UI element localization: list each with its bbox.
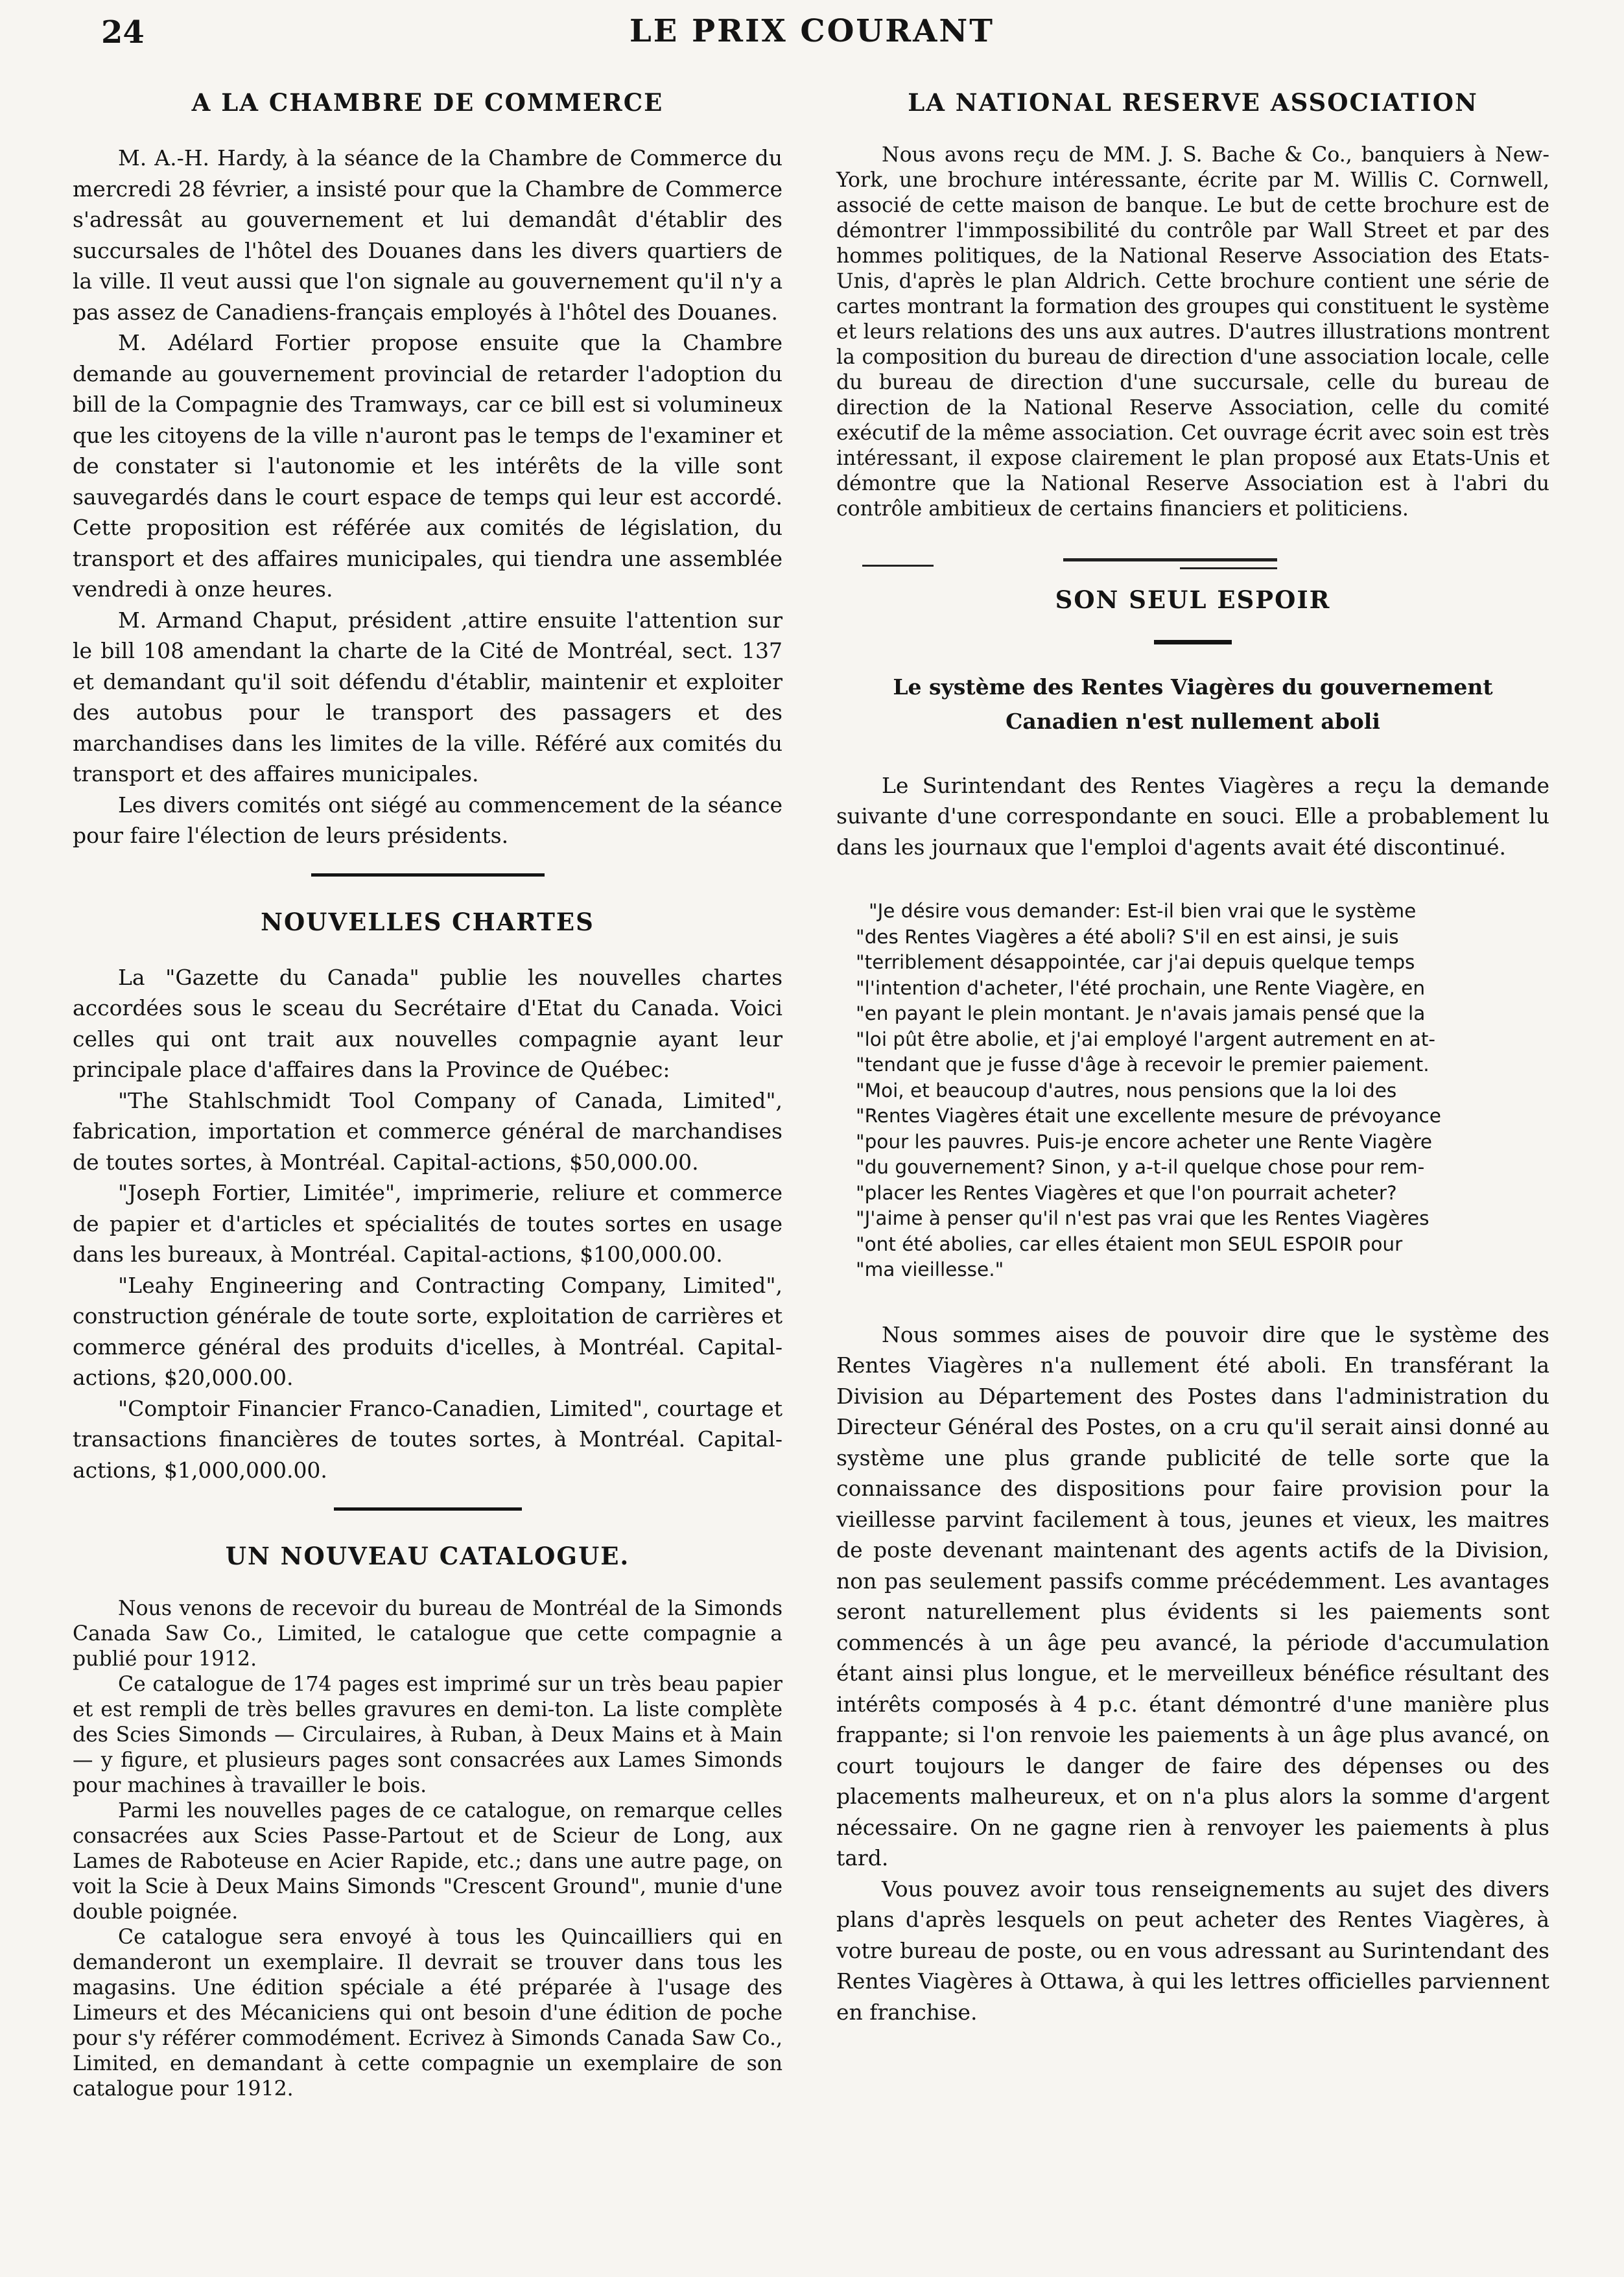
catalogue-paragraph: Ce catalogue de 174 pages est imprimé sur un très beau papier et est rempli de très belles gravures en demi-ton. La liste complète des Scies Simonds — Circulaires, à Ruban, à Deux Mains et à Main — y figure, et plusieurs pages sont consacrées aux Lames Simonds pour machines à travailler le bois. [73, 1673, 783, 1798]
chartes-article [73, 962, 783, 1486]
section-divider [334, 1507, 522, 1511]
quote-line: "en payant le plein montant. Je n'avais jamais pensé que la [856, 1002, 1426, 1025]
catalogue-article [73, 1596, 783, 2102]
chartes-paragraph: "Leahy Engineering and Contracting Company, Limited", construction générale de toute sorte, exploitation de carrières et commerce général des produits d'icelles, à Montréal. Capital-actions, $20,000.00. [73, 1272, 783, 1391]
quote-line: "tendant que je fusse d'âge à recevoir le premier paiement. [856, 1054, 1430, 1076]
reader-letter-quote [856, 899, 1549, 1283]
catalogue-paragraph: Nous venons de recevoir du bureau de Montréal de la Simonds Canada Saw Co., Limited, le catalogue que cette compagnie a publié pour 1912. [73, 1597, 783, 1671]
catalogue-paragraph: Parmi les nouvelles pages de ce catalogue, on remarque celles consacrées aux Scies Passe-Partout et de Scieur de Long, aux Lames de Raboteuse en Acier Rapide, etc.; dans une autre page, on voit la Scie à Deux Mains Simonds "Crescent Ground", munie d'une double poignée. [73, 1799, 783, 1924]
chambre-paragraph: Les divers comités ont siégé au commencement de la séance pour faire l'élection de leurs présidents. [73, 792, 783, 849]
espoir-paragraph: Nous sommes aises de pouvoir dire que le système des Rentes Viagères n'a nullement été aboli. En transférant la Division au Département des Postes dans l'administration du Directeur Général des Postes, on a cru qu'il serait ainsi donné au système une plus grande publicité de telle sorte que la connaissance des dispositions pour faire provision pour la vieillesse parvint facilement à tous, jeunes et vieux, les maitres de poste devenant maintenant des agents actifs de la Division, non pas seulement passifs comme précédemment. Les avantages seront naturellement plus évidents si les paiements sont commencés à un âge peu avancé, la période d'accumulation étant ainsi plus longue, et le merveilleux bénéfice résultant des intérêts composés à 4 p.c. étant démontré d'une manière plus frappante; si l'on renvoie les paiements à un âge plus avancé, on court toujours le danger de faire des dépenses ou des placements malheureux, et on n'a plus alors la somme d'argent nécessaire. On ne gagne rien à renvoyer les paiements à plus tard. [836, 1321, 1549, 1871]
chambre-paragraph: M. Adélard Fortier propose ensuite que la Chambre demande au gouvernement provincial de retarder l'adoption du bill de la Compagnie des Tramways, car ce bill est si volumineux que les citoyens de la ville n'auront pas le temps de l'examiner et de constater si l'autonomie et les intérêts de la ville sont sauvegardés dans le court espace de temps qui leur est accordé. Cette proposition est référée aux comités de législation, du transport et des affaires municipales, qui tiendra une assemblée vendredi à onze heures. [73, 330, 783, 602]
quote-line: "du gouvernement? Sinon, y a-t-il quelque chose pour rem- [856, 1156, 1425, 1179]
quote-line: "pour les pauvres. Puis-je encore acheter une Rente Viagère [856, 1130, 1433, 1153]
chambre-paragraph: M. A.-H. Hardy, à la séance de la Chambre de Commerce du mercredi 28 février, a insisté pour que la Chambre de Commerce s'adressât au gouvernement et lui demandât d'établir des succursales de l'hôtel des Douanes dans les divers quartiers de la ville. Il veut aussi que l'on signale au gouvernement qu'il n'y a pas assez de Canadiens-français employés à l'hôtel des Douanes. [73, 145, 783, 325]
heading-underline [1154, 640, 1232, 644]
catalogue-paragraph: Ce catalogue sera envoyé à tous les Quincailliers qui en demanderont un exemplaire. Il devrait se trouver dans tous les magasins. Une édition spéciale a été préparée à l'usage des Limeurs et des Mécaniciens qui ont besoin d'une édition de poche pour s'y référer commodément. Ecrivez à Simonds Canada Saw Co., Limited, en demandant à cette compagnie un exemplaire de son catalogue pour 1912. [73, 1926, 783, 2101]
quote-line: "ont été abolies, car elles étaient mon SEUL ESPOIR pour [856, 1233, 1403, 1255]
quote-line: "Rentes Viagères était une excellente mesure de prévoyance [856, 1105, 1441, 1127]
chartes-paragraph: "The Stahlschmidt Tool Company of Canada, Limited", fabrication, importation et commerce général de marchandises de toutes sortes, à Montréal. Capital-actions, $50,000.00. [73, 1087, 783, 1175]
chambre-article [73, 143, 783, 851]
section-divider [311, 873, 545, 877]
chartes-paragraph: "Joseph Fortier, Limitée", imprimerie, reliure et commerce de papier et d'articles et spécialités de toutes sortes en usage dans les bureaux, à Montréal. Capital-actions, $100,000.00. [73, 1180, 783, 1268]
espoir-subheading: Le système des Rentes Viagères du gouvernement Canadien n'est nullement aboli [893, 674, 1493, 734]
quote-line: "loi pût être abolie, et j'ai employé l'argent autrement en at- [856, 1028, 1436, 1050]
espoir-heading: SON SEUL ESPOIR [1055, 585, 1331, 615]
espoir-article [836, 1319, 1549, 2028]
espoir-paragraph: Vous pouvez avoir tous renseignements au sujet des divers plans d'après lesquels on peut acheter des Rentes Viagères, à votre bureau de poste, ou en vous adressant au Surintendant des Rentes Viagères à Ottawa, à qui les lettres officielles parviennent en franchise. [836, 1876, 1549, 2025]
chambre-paragraph: M. Armand Chaput, président ,attire ensuite l'attention sur le bill 108 amendant la charte de la Cité de Montréal, sect. 137 et demandant qu'il soit défendu d'établir, maintenir et exploiter des autobus pour le transport des passagers et des marchandises dans les limites de la ville. Référé aux comités du transport et des affaires municipales. [73, 607, 783, 787]
catalogue-heading: UN NOUVEAU CATALOGUE. [225, 1542, 630, 1571]
quote-line: "terriblement désappointée, car j'ai depuis quelque temps [856, 951, 1415, 974]
chartes-paragraph: "Comptoir Financier Franco-Canadien, Limited", courtage et transactions financières de toutes sortes, à Montréal. Capital-actions, $1,000,000.00. [73, 1395, 783, 1483]
page-number: 24 [101, 14, 145, 51]
left-column [73, 70, 783, 2102]
espoir-intro: Le Surintendant des Rentes Viagères a reçu la demande suivante d'une correspondante en souci. Elle a probablement lu dans les journaux que l'emploi d'agents avait été discontinué. [836, 772, 1549, 860]
quote-line: "ma vieillesse." [856, 1258, 1004, 1281]
quote-line: "Je désire vous demander: Est-il bien vrai que le système [869, 900, 1417, 923]
nra-article [836, 143, 1549, 522]
chambre-heading: A LA CHAMBRE DE COMMERCE [191, 88, 664, 117]
right-column [836, 70, 1549, 2027]
quote-line: "placer les Rentes Viagères et que l'on pourrait acheter? [856, 1181, 1397, 1204]
nra-paragraph: Nous avons reçu de MM. J. S. Bache & Co., banquiers à New-York, une brochure intéressante, écrite par M. Willis C. Cornwell, associé de cette maison de banque. Le but de cette brochure est de démontrer l'immpossibilité du contrôle par Wall Street et par des hommes politiques, de la National Reserve Association des Etats-Unis, d'après le plan Aldrich. Cette brochure contient une série de cartes montrant la formation des groupes qui constituent le système et leurs relations des uns aux autres. D'autres illustrations montrent la composition du bureau de direction d'une association locale, celle du bureau de direction d'une succursale, celle du bureau de direction de la National Reserve Association, celle du comité exécutif de la même association. Cet ouvrage écrit avec soin est très intéressant, il expose clairement le plan proposé aux Etats-Unis et démontre que la National Reserve Association est à l'abri du contrôle ambitieux de certains financiers et politiciens. [836, 143, 1549, 521]
chartes-paragraph: La "Gazette du Canada" publie les nouvelles chartes accordées sous le sceau du Secrétaire d'Etat du Canada. Voici celles qui ont trait aux nouvelles compagnie ayant leur principale place d'affaires dans la Province de Québec: [73, 964, 783, 1083]
chartes-heading: NOUVELLES CHARTES [261, 907, 594, 936]
masthead-title: LE PRIX COURANT [629, 13, 995, 49]
quote-line: "Moi, et beaucoup d'autres, nous pensions que la loi des [856, 1079, 1397, 1102]
nra-heading: LA NATIONAL RESERVE ASSOCIATION [908, 88, 1478, 117]
section-divider [836, 558, 1549, 571]
quote-line: "des Rentes Viagères a été aboli? S'il en est ainsi, je suis [856, 925, 1399, 948]
quote-line: "J'aime à penser qu'il n'est pas vrai que les Rentes Viagères [856, 1207, 1430, 1230]
quote-line: "l'intention d'acheter, l'été prochain, une Rente Viagère, en [856, 976, 1426, 999]
